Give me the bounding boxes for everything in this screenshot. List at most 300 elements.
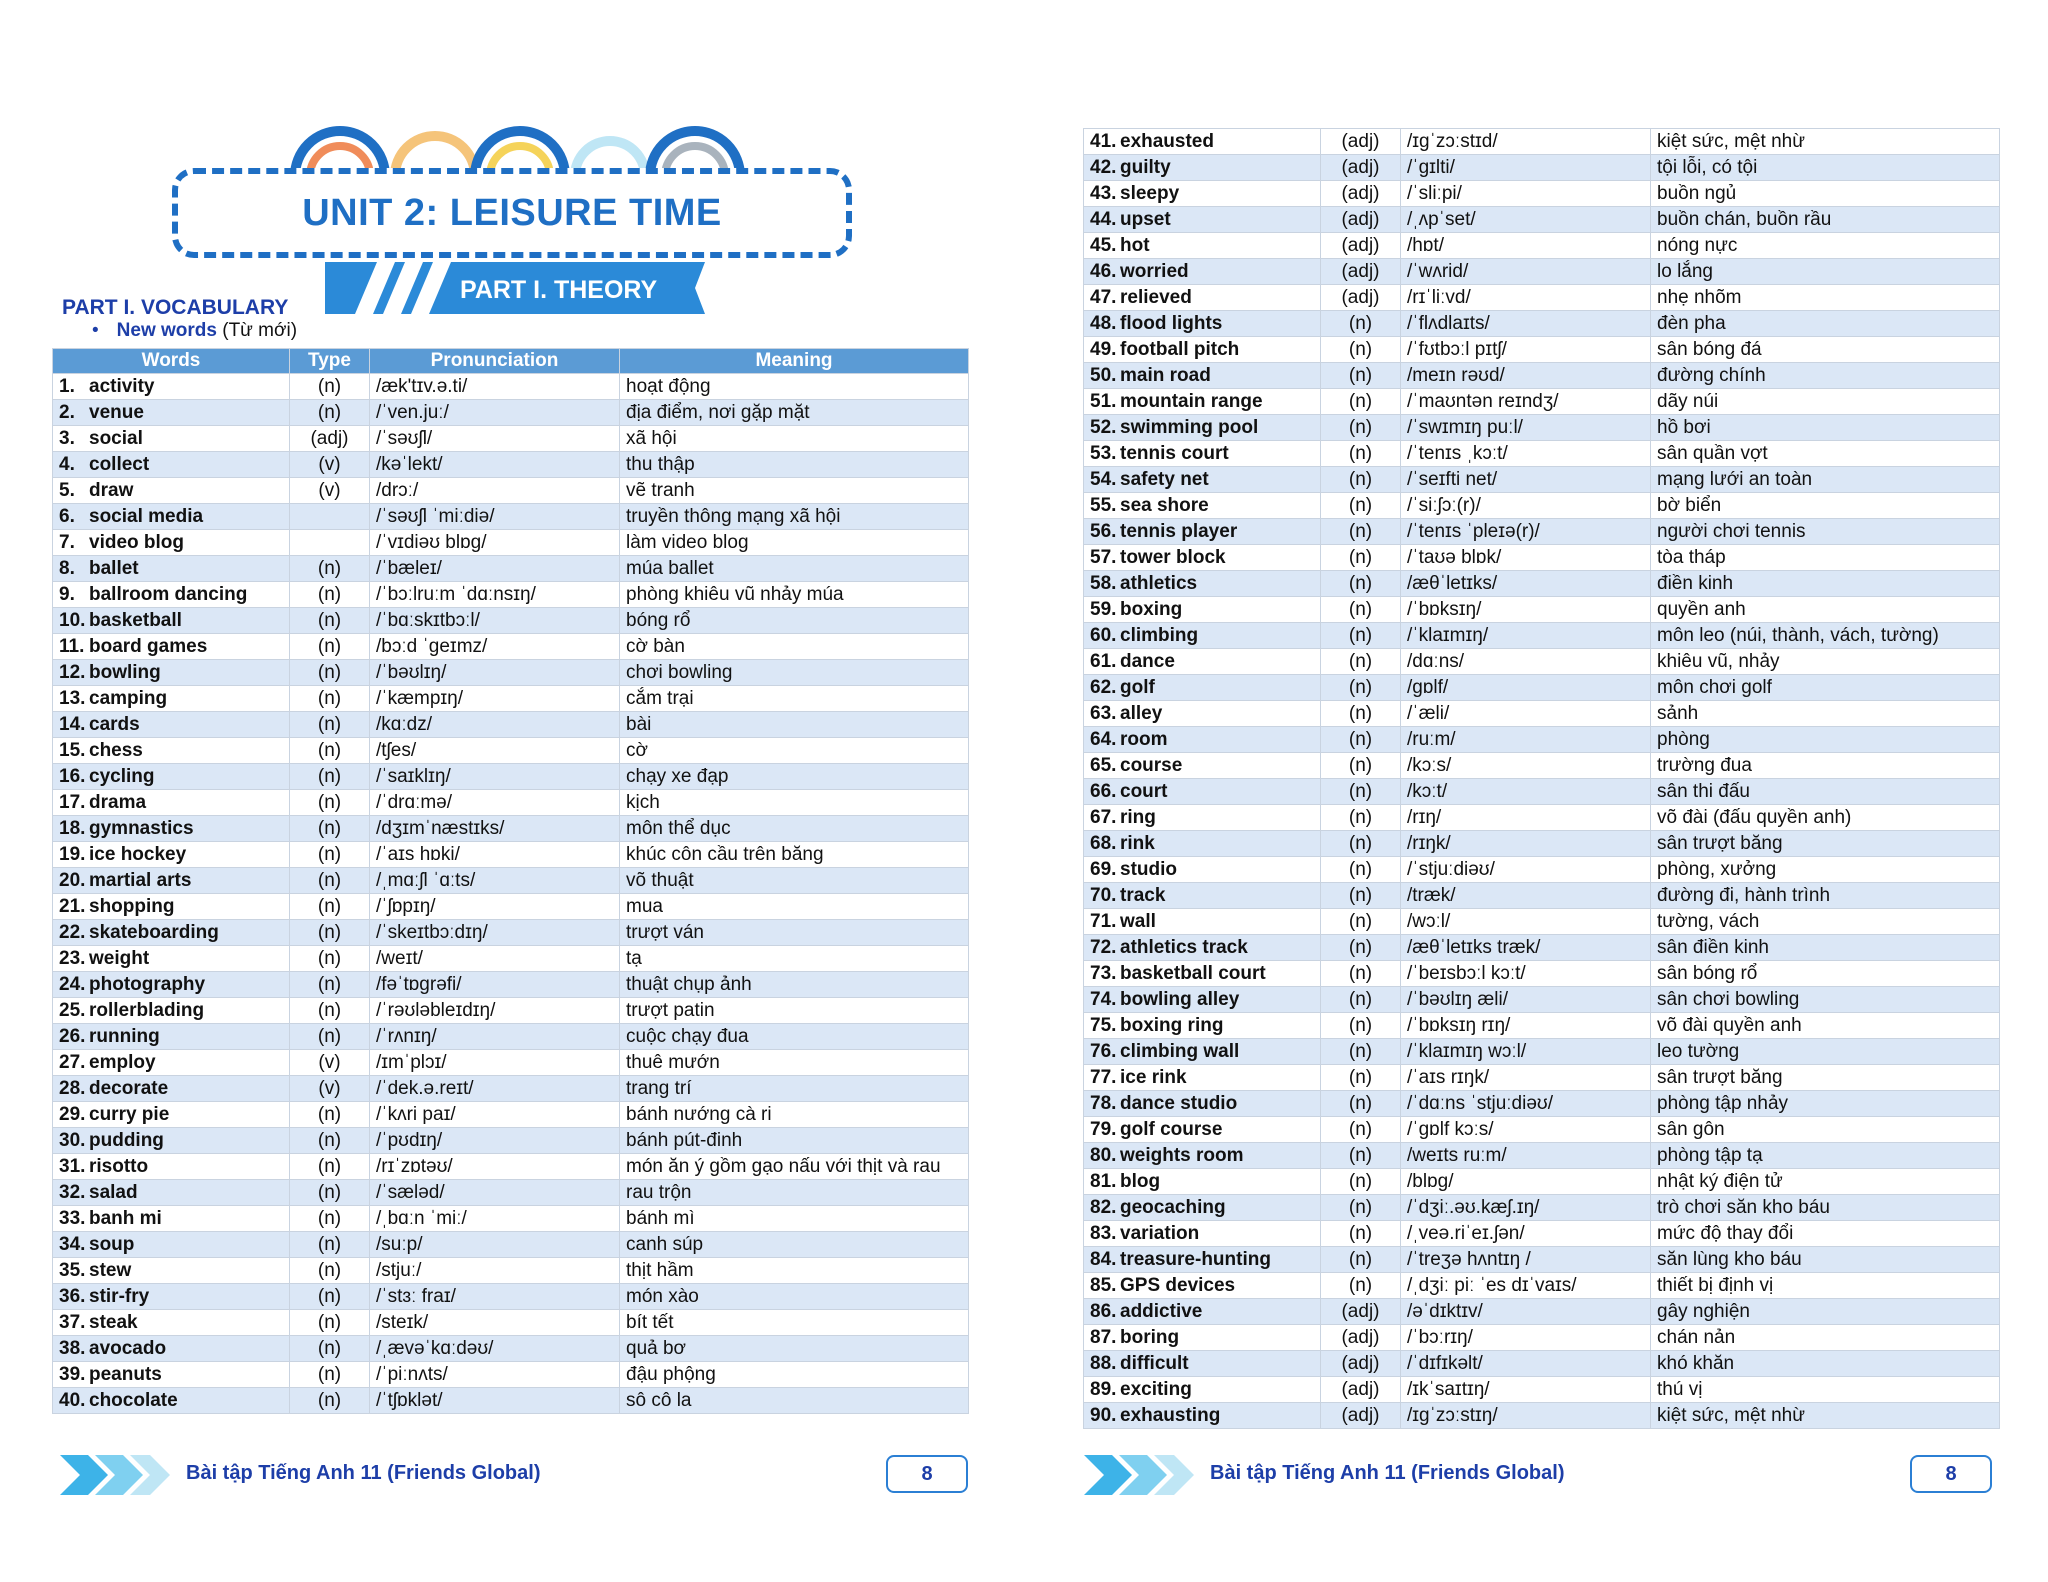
pronunciation-cell: /ˈmaʊntən reɪndʒ/ <box>1401 389 1651 415</box>
pronunciation-cell: /ˌbɑːn ˈmiː/ <box>370 1206 620 1232</box>
meaning-cell: sân bóng rổ <box>1651 961 2000 987</box>
footer-chevron-icon <box>1084 1455 1194 1495</box>
row-number: 7. <box>59 531 75 553</box>
pronunciation-cell: /ˌʌpˈset/ <box>1401 207 1651 233</box>
table-row <box>53 374 969 400</box>
word-cell <box>53 530 290 556</box>
pronunciation-cell: /ˈsæləd/ <box>370 1180 620 1206</box>
word-text: ice hockey <box>89 843 187 865</box>
meaning-cell: môn thể dục <box>620 816 969 842</box>
pronunciation-cell: /ˌmɑːʃl ˈɑːts/ <box>370 868 620 894</box>
type-cell: (n) <box>1321 389 1401 415</box>
table-row <box>53 712 969 738</box>
table-row <box>1084 727 2000 753</box>
pronunciation-cell: /æθˈletɪks/ <box>1401 571 1651 597</box>
pronunciation-cell: /ˈklaɪmɪŋ/ <box>1401 623 1651 649</box>
row-number: 68. <box>1090 832 1117 854</box>
word-text: blog <box>1120 1170 1161 1192</box>
word-cell <box>1084 857 1321 883</box>
row-number: 88. <box>1090 1352 1117 1374</box>
row-number: 2. <box>59 401 75 423</box>
word-text: wall <box>1120 910 1156 932</box>
word-text: video blog <box>89 531 184 553</box>
table-row <box>53 1180 969 1206</box>
type-cell: (adj) <box>1321 155 1401 181</box>
row-number: 17. <box>59 791 86 813</box>
table-row <box>1084 1091 2000 1117</box>
word-text: track <box>1120 884 1166 906</box>
word-cell <box>1084 337 1321 363</box>
word-text: bowling <box>89 661 161 683</box>
footer-chevron-icon <box>60 1455 170 1495</box>
word-cell <box>53 374 290 400</box>
word-cell <box>1084 1325 1321 1351</box>
meaning-cell: phòng <box>1651 727 2000 753</box>
row-number: 90. <box>1090 1404 1117 1426</box>
row-number: 86. <box>1090 1300 1117 1322</box>
row-number: 46. <box>1090 260 1117 282</box>
type-cell: (adj) <box>1321 129 1401 155</box>
word-text: golf course <box>1120 1118 1223 1140</box>
word-text: difficult <box>1120 1352 1189 1374</box>
word-text: climbing wall <box>1120 1040 1240 1062</box>
word-text: chess <box>89 739 143 761</box>
type-cell: (n) <box>290 1154 370 1180</box>
type-cell: (n) <box>290 374 370 400</box>
meaning-cell: sân trượt băng <box>1651 831 2000 857</box>
pronunciation-cell: /ˈæli/ <box>1401 701 1651 727</box>
row-number: 62. <box>1090 676 1117 698</box>
bullet-icon: • <box>92 320 99 341</box>
page-number: 8 <box>886 1455 968 1493</box>
row-number: 19. <box>59 843 86 865</box>
row-number: 15. <box>59 739 86 761</box>
type-cell: (n) <box>1321 1065 1401 1091</box>
meaning-cell: khiêu vũ, nhảy <box>1651 649 2000 675</box>
meaning-cell: chạy xe đạp <box>620 764 969 790</box>
pronunciation-cell: /ˈkʌri paɪ/ <box>370 1102 620 1128</box>
pronunciation-cell: /ˈstjuːdiəʊ/ <box>1401 857 1651 883</box>
pronunciation-cell: /ˈgɪlti/ <box>1401 155 1651 181</box>
pronunciation-cell: /weɪts ruːm/ <box>1401 1143 1651 1169</box>
row-number: 76. <box>1090 1040 1117 1062</box>
type-cell: (n) <box>290 868 370 894</box>
type-cell: (n) <box>290 556 370 582</box>
meaning-cell: sân trượt băng <box>1651 1065 2000 1091</box>
meaning-cell: mạng lưới an toàn <box>1651 467 2000 493</box>
word-text: dance <box>1120 650 1175 672</box>
word-cell <box>1084 207 1321 233</box>
row-number: 13. <box>59 687 86 709</box>
word-text: course <box>1120 754 1183 776</box>
meaning-cell: bánh mì <box>620 1206 969 1232</box>
word-cell <box>53 1388 290 1414</box>
word-cell <box>1084 935 1321 961</box>
type-cell: (n) <box>290 686 370 712</box>
pronunciation-cell: /ˈtaʊə blɒk/ <box>1401 545 1651 571</box>
row-number: 45. <box>1090 234 1117 256</box>
pronunciation-cell: /kəˈlekt/ <box>370 452 620 478</box>
table-row <box>1084 181 2000 207</box>
type-cell: (n) <box>290 790 370 816</box>
table-row <box>53 1362 969 1388</box>
table-row <box>53 738 969 764</box>
word-text: ballet <box>89 557 139 579</box>
meaning-cell: đường đi, hành trình <box>1651 883 2000 909</box>
type-cell: (n) <box>1321 1013 1401 1039</box>
word-cell <box>53 816 290 842</box>
word-cell <box>53 1206 290 1232</box>
table-row <box>1084 753 2000 779</box>
theory-label: PART I. THEORY <box>460 276 658 304</box>
table-row <box>1084 1013 2000 1039</box>
meaning-cell: kiệt sức, mệt nhừ <box>1651 129 2000 155</box>
pronunciation-cell: /ˈdek.ə.reɪt/ <box>370 1076 620 1102</box>
meaning-cell: dãy núi <box>1651 389 2000 415</box>
word-text: golf <box>1120 676 1155 698</box>
pronunciation-cell: /ˈbæleɪ/ <box>370 556 620 582</box>
meaning-cell: điền kinh <box>1651 571 2000 597</box>
row-number: 61. <box>1090 650 1117 672</box>
pronunciation-cell: /ˈkæmpɪŋ/ <box>370 686 620 712</box>
meaning-cell: sân quần vợt <box>1651 441 2000 467</box>
row-number: 67. <box>1090 806 1117 828</box>
pronunciation-cell: /ˈaɪs rɪŋk/ <box>1401 1065 1651 1091</box>
row-number: 43. <box>1090 182 1117 204</box>
type-cell: (adj) <box>1321 1377 1401 1403</box>
pronunciation-cell: /ˈdɑːns ˈstjuːdiəʊ/ <box>1401 1091 1651 1117</box>
type-cell: (adj) <box>1321 1351 1401 1377</box>
table-row <box>53 868 969 894</box>
row-number: 32. <box>59 1181 86 1203</box>
pronunciation-cell: /ˈbeɪsbɔːl kɔːt/ <box>1401 961 1651 987</box>
pronunciation-cell: /ˈpiːnʌts/ <box>370 1362 620 1388</box>
word-cell <box>1084 675 1321 701</box>
word-cell <box>1084 1273 1321 1299</box>
row-number: 1. <box>59 375 75 397</box>
row-number: 64. <box>1090 728 1117 750</box>
row-number: 38. <box>59 1337 86 1359</box>
word-cell <box>1084 1117 1321 1143</box>
pronunciation-cell: /ˈsəʊʃl/ <box>370 426 620 452</box>
word-text: athletics <box>1120 572 1198 594</box>
word-cell <box>1084 259 1321 285</box>
row-number: 33. <box>59 1207 86 1229</box>
type-cell: (n) <box>290 1336 370 1362</box>
word-text: cycling <box>89 765 155 787</box>
table-row <box>53 426 969 452</box>
type-cell: (n) <box>290 660 370 686</box>
meaning-cell: quả bơ <box>620 1336 969 1362</box>
type-cell: (n) <box>1321 727 1401 753</box>
word-cell <box>1084 233 1321 259</box>
type-cell: (adj) <box>1321 181 1401 207</box>
table-row <box>1084 1299 2000 1325</box>
pronunciation-cell: /ˈskeɪtbɔːdɪŋ/ <box>370 920 620 946</box>
word-cell <box>1084 285 1321 311</box>
type-cell: (adj) <box>1321 207 1401 233</box>
row-number: 80. <box>1090 1144 1117 1166</box>
word-cell <box>53 582 290 608</box>
row-number: 54. <box>1090 468 1117 490</box>
new-words-note: (Từ mới) <box>222 320 298 341</box>
pronunciation-cell: /ˈsliːpi/ <box>1401 181 1651 207</box>
pronunciation-cell: /ˈsaɪklɪŋ/ <box>370 764 620 790</box>
table-row <box>53 686 969 712</box>
table-row <box>53 582 969 608</box>
word-cell <box>53 1050 290 1076</box>
word-text: curry pie <box>89 1103 170 1125</box>
table-row <box>1084 1247 2000 1273</box>
table-header-row <box>53 349 969 374</box>
pronunciation-cell: /ˈaɪs hɒki/ <box>370 842 620 868</box>
type-cell <box>290 504 370 530</box>
table-row <box>1084 935 2000 961</box>
table-row <box>1084 337 2000 363</box>
meaning-cell: sô cô la <box>620 1388 969 1414</box>
word-text: relieved <box>1120 286 1192 308</box>
type-cell: (n) <box>1321 987 1401 1013</box>
word-cell <box>1084 519 1321 545</box>
word-text: boxing ring <box>1120 1014 1224 1036</box>
pronunciation-cell: /ɪmˈplɔɪ/ <box>370 1050 620 1076</box>
word-text: variation <box>1120 1222 1200 1244</box>
type-cell: (n) <box>290 1232 370 1258</box>
table-row <box>53 1128 969 1154</box>
word-cell <box>1084 441 1321 467</box>
meaning-cell: khúc côn cầu trên băng <box>620 842 969 868</box>
row-number: 87. <box>1090 1326 1117 1348</box>
table-row <box>1084 623 2000 649</box>
table-row <box>1084 233 2000 259</box>
word-text: draw <box>89 479 134 501</box>
meaning-cell: võ đài (đấu quyền anh) <box>1651 805 2000 831</box>
word-text: venue <box>89 401 144 423</box>
pronunciation-cell: /drɔː/ <box>370 478 620 504</box>
pronunciation-cell: /ˈfʊtbɔːl pɪtʃ/ <box>1401 337 1651 363</box>
word-text: boxing <box>1120 598 1183 620</box>
vocabulary-table-continued <box>1083 128 2000 1429</box>
new-words-bullet <box>92 320 297 342</box>
table-row <box>1084 675 2000 701</box>
word-text: board games <box>89 635 208 657</box>
new-words-label: New words <box>116 320 217 341</box>
meaning-cell: vẽ tranh <box>620 478 969 504</box>
table-row <box>1084 311 2000 337</box>
table-row <box>53 842 969 868</box>
type-cell: (n) <box>290 946 370 972</box>
word-text: skateboarding <box>89 921 219 943</box>
word-cell <box>1084 701 1321 727</box>
pronunciation-cell: /ˈbəʊlɪŋ æli/ <box>1401 987 1651 1013</box>
pronunciation-cell: /træk/ <box>1401 883 1651 909</box>
type-cell: (n) <box>1321 753 1401 779</box>
word-text: rollerblading <box>89 999 205 1021</box>
word-cell <box>1084 1195 1321 1221</box>
right-page <box>1024 0 2048 1582</box>
meaning-cell: trò chơi săn kho báu <box>1651 1195 2000 1221</box>
type-cell: (n) <box>1321 1169 1401 1195</box>
word-cell <box>1084 1039 1321 1065</box>
table-row <box>1084 545 2000 571</box>
table-row <box>53 1206 969 1232</box>
table-row <box>53 946 969 972</box>
word-text: main road <box>1120 364 1211 386</box>
meaning-cell: thuật chụp ảnh <box>620 972 969 998</box>
pronunciation-cell: /ˌævəˈkɑːdəʊ/ <box>370 1336 620 1362</box>
word-cell <box>53 764 290 790</box>
row-number: 42. <box>1090 156 1117 178</box>
page-number: 8 <box>1910 1455 1992 1493</box>
table-row <box>1084 155 2000 181</box>
meaning-cell: môn leo (núi, thành, vách, tường) <box>1651 623 2000 649</box>
word-cell <box>1084 1169 1321 1195</box>
type-cell: (n) <box>290 816 370 842</box>
type-cell: (n) <box>290 582 370 608</box>
word-cell <box>53 1258 290 1284</box>
type-cell: (n) <box>1321 1273 1401 1299</box>
type-cell: (v) <box>290 1050 370 1076</box>
row-number: 25. <box>59 999 86 1021</box>
footer-book-title: Bài tập Tiếng Anh 11 (Friends Global) <box>1210 1462 1565 1484</box>
pronunciation-cell: /ˈtenɪs ˌkɔːt/ <box>1401 441 1651 467</box>
row-number: 69. <box>1090 858 1117 880</box>
row-number: 51. <box>1090 390 1117 412</box>
pronunciation-cell: /ˈʃɒpɪŋ/ <box>370 894 620 920</box>
meaning-cell: buồn chán, buồn rầu <box>1651 207 2000 233</box>
word-text: avocado <box>89 1337 167 1359</box>
word-text: addictive <box>1120 1300 1203 1322</box>
pronunciation-cell: /ˈsəʊʃl ˈmiːdiə/ <box>370 504 620 530</box>
type-cell: (n) <box>1321 623 1401 649</box>
type-cell: (n) <box>1321 1247 1401 1273</box>
word-cell <box>53 1362 290 1388</box>
type-cell: (n) <box>1321 831 1401 857</box>
row-number: 81. <box>1090 1170 1117 1192</box>
word-cell <box>1084 1013 1321 1039</box>
type-cell: (n) <box>1321 935 1401 961</box>
meaning-cell: đèn pha <box>1651 311 2000 337</box>
pronunciation-cell: /rɪˈliːvd/ <box>1401 285 1651 311</box>
type-cell: (n) <box>290 842 370 868</box>
table-row <box>1084 857 2000 883</box>
word-cell <box>53 504 290 530</box>
meaning-cell: gây nghiện <box>1651 1299 2000 1325</box>
pronunciation-cell: /ˈbɔːrɪŋ/ <box>1401 1325 1651 1351</box>
table-row <box>53 1050 969 1076</box>
meaning-cell: buồn ngủ <box>1651 181 2000 207</box>
meaning-cell: cờ bàn <box>620 634 969 660</box>
word-cell <box>53 556 290 582</box>
footer-book-title: Bài tập Tiếng Anh 11 (Friends Global) <box>186 1462 541 1484</box>
row-number: 40. <box>59 1389 86 1411</box>
type-cell: (adj) <box>1321 233 1401 259</box>
pronunciation-cell: /ɪgˈzɔːstɪŋ/ <box>1401 1403 1651 1429</box>
vocabulary-table <box>52 348 969 1414</box>
meaning-cell: cắm trại <box>620 686 969 712</box>
pronunciation-cell: /ˈbɔːlruːm ˈdɑːnsɪŋ/ <box>370 582 620 608</box>
word-text: treasure-hunting <box>1120 1248 1271 1270</box>
type-cell: (n) <box>1321 857 1401 883</box>
type-cell: (n) <box>1321 1143 1401 1169</box>
word-text: martial arts <box>89 869 192 891</box>
row-number: 89. <box>1090 1378 1117 1400</box>
word-text: social media <box>89 505 204 527</box>
word-cell <box>53 842 290 868</box>
row-number: 20. <box>59 869 86 891</box>
table-row <box>53 1336 969 1362</box>
word-cell <box>53 1284 290 1310</box>
pronunciation-cell: /ˈbɑːskɪtbɔːl/ <box>370 608 620 634</box>
word-text: employ <box>89 1051 156 1073</box>
word-text: stew <box>89 1259 132 1281</box>
meaning-cell: trường đua <box>1651 753 2000 779</box>
meaning-cell: sân thi đấu <box>1651 779 2000 805</box>
word-text: photography <box>89 973 206 995</box>
row-number: 59. <box>1090 598 1117 620</box>
table-row <box>1084 1065 2000 1091</box>
table-row <box>1084 831 2000 857</box>
word-text: risotto <box>89 1155 149 1177</box>
word-text: weight <box>89 947 150 969</box>
pronunciation-cell: /ˈrʌnɪŋ/ <box>370 1024 620 1050</box>
meaning-cell: sân bóng đá <box>1651 337 2000 363</box>
meaning-cell: canh súp <box>620 1232 969 1258</box>
table-row <box>53 972 969 998</box>
row-number: 52. <box>1090 416 1117 438</box>
word-cell <box>1084 545 1321 571</box>
type-cell <box>290 530 370 556</box>
pronunciation-cell: /ˈbɒksɪŋ rɪŋ/ <box>1401 1013 1651 1039</box>
type-cell: (n) <box>1321 1091 1401 1117</box>
table-row <box>1084 207 2000 233</box>
table-row <box>1084 571 2000 597</box>
table-row <box>1084 883 2000 909</box>
word-cell <box>1084 961 1321 987</box>
word-cell <box>1084 1403 1321 1429</box>
pronunciation-cell: /weɪt/ <box>370 946 620 972</box>
word-cell <box>1084 649 1321 675</box>
word-text: ice rink <box>1120 1066 1187 1088</box>
word-text: exhausted <box>1120 130 1214 152</box>
word-text: basketball court <box>1120 962 1266 984</box>
word-text: banh mi <box>89 1207 162 1229</box>
meaning-cell: bóng rổ <box>620 608 969 634</box>
word-cell <box>1084 571 1321 597</box>
type-cell: (n) <box>1321 597 1401 623</box>
word-text: pudding <box>89 1129 164 1151</box>
word-cell <box>1084 1091 1321 1117</box>
meaning-cell: mức độ thay đổi <box>1651 1221 2000 1247</box>
word-cell <box>1084 493 1321 519</box>
table-row <box>53 400 969 426</box>
type-cell: (n) <box>290 1102 370 1128</box>
header-pronunciation: Pronunciation <box>370 349 620 374</box>
pronunciation-cell: /blɒg/ <box>1401 1169 1651 1195</box>
row-number: 22. <box>59 921 86 943</box>
type-cell: (adj) <box>1321 1403 1401 1429</box>
type-cell: (n) <box>290 972 370 998</box>
meaning-cell: cờ <box>620 738 969 764</box>
pronunciation-cell: /ˈbɒksɪŋ/ <box>1401 597 1651 623</box>
word-text: gymnastics <box>89 817 194 839</box>
word-text: shopping <box>89 895 175 917</box>
row-number: 37. <box>59 1311 86 1333</box>
table-row <box>1084 1377 2000 1403</box>
word-text: room <box>1120 728 1168 750</box>
table-row <box>1084 1169 2000 1195</box>
word-cell <box>53 868 290 894</box>
